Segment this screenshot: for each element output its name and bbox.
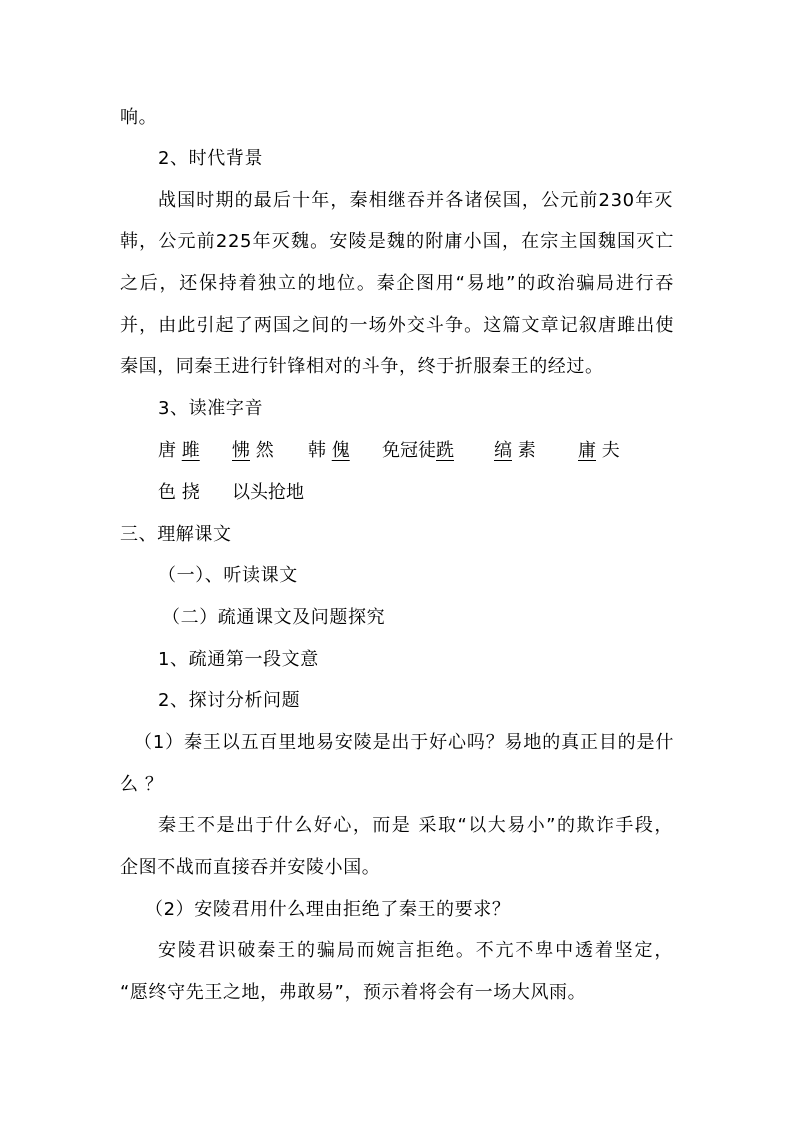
- answer-line: 秦王不是出于什么好心，而是 采取“以大易小”的欺诈手段，: [158, 815, 673, 836]
- section-heading: 三、理解课文: [120, 524, 232, 545]
- pron-plain: 然: [250, 440, 274, 461]
- paragraph-line: 战国时期的最后十年，秦相继吞并各诸侯国，公元前230年灭: [158, 190, 673, 211]
- subsection-heading: （一）、听读课文: [158, 565, 298, 586]
- pronunciation-item: [158, 439, 200, 463]
- section-heading: 2、时代背景: [158, 148, 264, 169]
- paragraph-line: 韩，公元前225年灭魏。安陵是魏的附庸小国，在宗主国魏国灭亡: [120, 231, 674, 252]
- pron-plain: 免冠徒: [382, 440, 436, 461]
- pronunciation-item: [494, 439, 536, 463]
- pron-marked-char: 缟: [494, 440, 512, 461]
- pron-marked-char: 怫: [232, 440, 250, 461]
- pronunciation-item: 色 挠: [158, 482, 200, 503]
- pronunciation-item: 以头抢地: [232, 482, 304, 503]
- pronunciation-item: [308, 439, 350, 463]
- pron-plain: 唐: [158, 440, 182, 461]
- pron-plain: 夫: [596, 440, 620, 461]
- question-line: 么 ？: [120, 774, 164, 795]
- text-line: 2、探讨分析问题: [158, 690, 301, 711]
- paragraph-line: 秦国，同秦王进行针锋相对的斗争，终于折服秦王的经过。: [120, 356, 604, 377]
- pron-marked-char: 庸: [578, 440, 596, 461]
- pron-marked-char: 傀: [331, 440, 350, 461]
- question-line: （1）秦王以五百里地易安陵是出于好心吗？易地的真正目的是什: [134, 732, 674, 753]
- pron-plain: 韩: [308, 440, 332, 461]
- pronunciation-item: [382, 439, 454, 463]
- question-line: （2）安陵君用什么理由拒绝了秦王的要求？: [145, 899, 511, 920]
- text-line: 1、疏通第一段文意: [158, 649, 319, 670]
- paragraph-line: 之后，还保持着独立的地位。秦企图用“易地”的政治骗局进行吞: [120, 273, 674, 294]
- paragraph-line: 并，由此引起了两国之间的一场外交斗争。这篇文章记叙唐雎出使: [120, 315, 674, 336]
- pron-marked-char: 跣: [436, 440, 454, 461]
- subsection-heading: （二）疏通课文及问题探究: [162, 607, 386, 628]
- answer-line: 安陵君识破秦王的骗局而婉言拒绝。不亢不卑中透着坚定，: [158, 940, 673, 961]
- text-line: 响。: [120, 107, 158, 128]
- answer-line: “愿终守先王之地，弗敢易”，预示着将会有一场大风雨。: [120, 982, 587, 1003]
- pron-marked-char: 雎: [181, 440, 200, 461]
- answer-line: 企图不战而直接吞并安陵小国。: [120, 857, 381, 878]
- pronunciation-item: [232, 439, 274, 463]
- pron-plain: 素: [512, 440, 536, 461]
- pronunciation-item: [578, 439, 620, 463]
- section-heading: 3、读准字音: [158, 398, 264, 419]
